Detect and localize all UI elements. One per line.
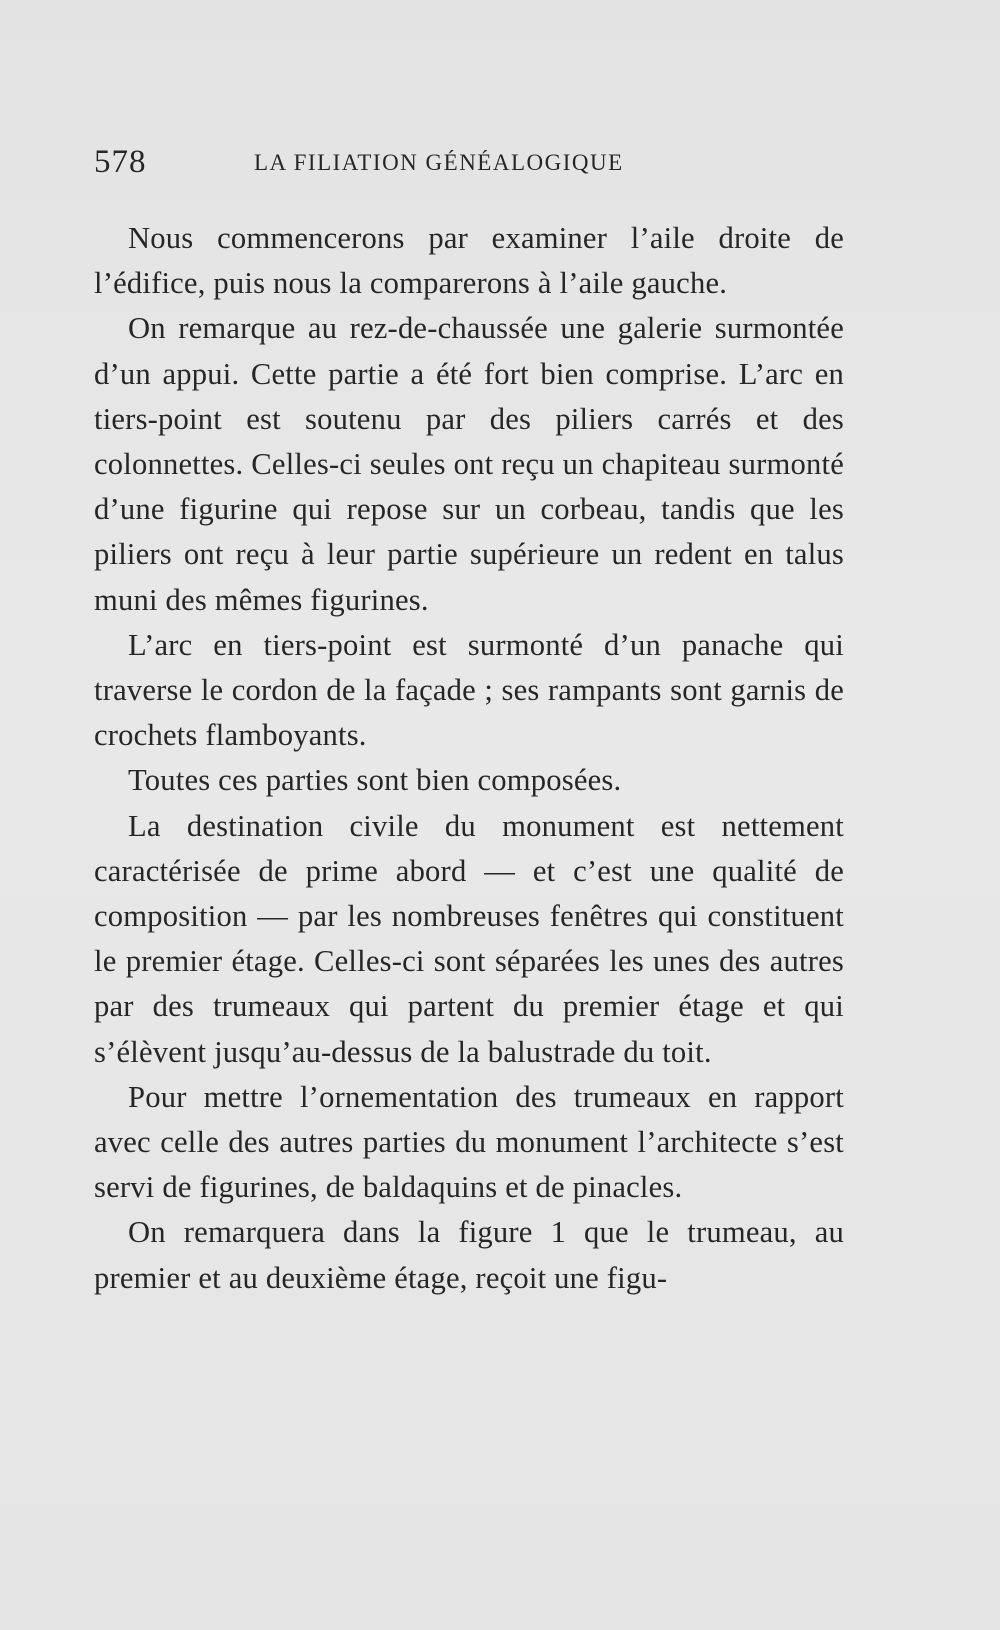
paragraph: On remarque au rez-de-chaussée une galerie surmontée d’un appui. Cette partie a été fort bien comprise. L’arc en tiers-point est soutenu par des piliers carrés et des colonnettes. Celles-ci seules ont reçu un chapiteau surmonté d’une figurine qui repose sur un corbeau, tandis que les piliers ont reçu à leur partie supérieure un redent en talus muni des mêmes figurines. [94, 311, 844, 617]
paragraph: Toutes ces parties sont bien composées. [128, 763, 622, 798]
page-header [94, 138, 854, 190]
paragraph: Nous commencerons par examiner l’aile droite de l’édifice, puis nous la comparerons à l’aile gauche. [94, 221, 844, 301]
paragraph: Pour mettre l’ornementation des trumeaux en rapport avec celle des autres parties du monument l’architecte s’est servi de figurines, de baldaquins et de pinacles. [94, 1079, 844, 1205]
paragraph: On remarquera dans la figure 1 que le trumeau, au premier et au deuxième étage, reçoit une figu- [94, 1215, 844, 1295]
body-text [94, 216, 844, 1301]
paragraph: L’arc en tiers-point est surmonté d’un panache qui traverse le cordon de la façade ; ses rampants sont garnis de crochets flamboyants. [94, 627, 844, 753]
paragraph: La destination civile du monument est nettement caractérisée de prime abord — et c’est une qualité de composition — par les nombreuses fenêtres qui constituent le premier étage. Celles-ci sont séparées les unes des autres par des trumeaux qui partent du premier étage et qui s’élèvent jusqu’au-dessus de la balustrade du toit. [94, 808, 844, 1069]
page-number: 578 [94, 144, 147, 180]
running-title: LA FILIATION GÉNÉALOGIQUE [254, 150, 624, 175]
